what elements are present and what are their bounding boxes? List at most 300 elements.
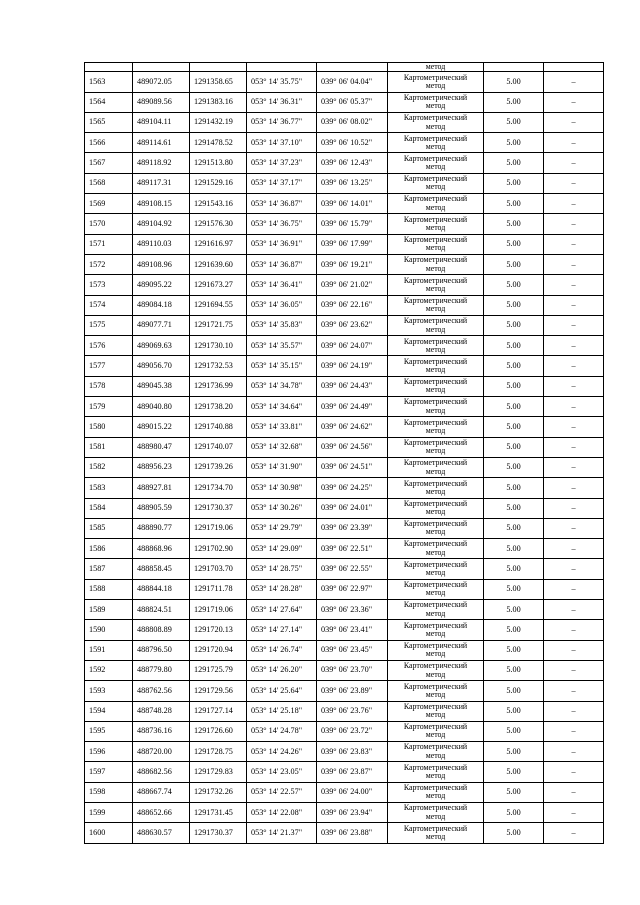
longitude-cell: 039° 06' 24.43": [317, 376, 388, 396]
longitude-cell: 039° 06' 23.41": [317, 620, 388, 640]
x-coordinate-cell: 488736.16: [133, 721, 190, 741]
latitude-cell: 053° 14' 26.20": [247, 660, 317, 680]
y-coordinate-cell: 1291725.79: [190, 660, 247, 680]
method-cell: [388, 782, 484, 802]
point-number-cell: 1569: [85, 194, 133, 214]
point-number-cell: 1566: [85, 133, 133, 153]
method-line-2: метод: [425, 689, 446, 699]
method-cell: [388, 397, 484, 417]
method-cell: [388, 498, 484, 518]
table-row: [85, 457, 604, 477]
method-line-1: Картометрический: [403, 153, 468, 163]
method-cell: [388, 234, 484, 254]
method-line-2: метод: [425, 121, 446, 131]
longitude-cell: 039° 06' 23.70": [317, 660, 388, 680]
table-row: [85, 498, 604, 518]
latitude-cell: 053° 14' 36.05": [247, 295, 317, 315]
method-line-2: метод: [425, 101, 446, 111]
note-cell: –: [544, 194, 604, 214]
point-number-cell: 1587: [85, 559, 133, 579]
longitude-cell: 039° 06' 23.87": [317, 762, 388, 782]
note-cell: –: [544, 133, 604, 153]
accuracy-cell: 5.00: [484, 518, 544, 538]
latitude-cell: 053° 14' 25.64": [247, 681, 317, 701]
x-coordinate-cell: 489077.71: [133, 315, 190, 335]
y-coordinate-cell: 1291694.55: [190, 295, 247, 315]
table-row: [85, 214, 604, 234]
y-coordinate-cell: 1291432.19: [190, 112, 247, 132]
method-cell: [388, 315, 484, 335]
accuracy-cell: 5.00: [484, 275, 544, 295]
method-line-2: метод: [425, 791, 446, 801]
longitude-cell: 039° 06' 24.56": [317, 437, 388, 457]
latitude-cell: 053° 14' 28.75": [247, 559, 317, 579]
latitude-cell: 053° 14' 22.57": [247, 782, 317, 802]
x-coordinate-cell: 488868.96: [133, 539, 190, 559]
table-row: [85, 92, 604, 112]
note-cell: –: [544, 559, 604, 579]
method-line-1: Картометрический: [403, 397, 468, 407]
method-line-1: Картометрический: [403, 255, 468, 265]
method-line-1: Картометрический: [403, 519, 468, 529]
table-row: [85, 173, 604, 193]
longitude-cell: 039° 06' 24.01": [317, 498, 388, 518]
method-line-2: метод: [425, 202, 446, 212]
point-number-cell: 1576: [85, 336, 133, 356]
longitude-cell: 039° 06' 22.51": [317, 539, 388, 559]
table-row: [85, 802, 604, 822]
accuracy-cell: 5.00: [484, 194, 544, 214]
accuracy-cell: 5.00: [484, 457, 544, 477]
longitude-cell: 039° 06' 17.99": [317, 234, 388, 254]
method-line-1: Картометрический: [403, 742, 468, 752]
x-coordinate-cell: 489089.56: [133, 92, 190, 112]
y-coordinate-cell: 1291727.14: [190, 701, 247, 721]
method-cell: [388, 214, 484, 234]
note-cell: –: [544, 823, 604, 843]
method-line-2: метод: [425, 588, 446, 598]
note-cell: –: [544, 782, 604, 802]
note-cell: –: [544, 498, 604, 518]
method-cell: [388, 539, 484, 559]
note-cell: –: [544, 600, 604, 620]
note-cell: –: [544, 356, 604, 376]
method-line-1: Картометрический: [403, 701, 468, 711]
point-number-cell: 1568: [85, 173, 133, 193]
y-coordinate-cell: 1291616.97: [190, 234, 247, 254]
x-coordinate-cell: 488667.74: [133, 782, 190, 802]
method-line-1: Картометрический: [403, 559, 468, 569]
point-number-cell: 1585: [85, 518, 133, 538]
table-row: [85, 254, 604, 274]
accuracy-cell: 5.00: [484, 397, 544, 417]
latitude-cell: 053° 14' 31.90": [247, 457, 317, 477]
table-row: [85, 295, 604, 315]
point-number-cell: 1590: [85, 620, 133, 640]
x-coordinate-cell: 489108.96: [133, 254, 190, 274]
longitude-cell: 039° 06' 24.25": [317, 478, 388, 498]
method-cell: [388, 133, 484, 153]
y-coordinate-cell: 1291478.52: [190, 133, 247, 153]
method-cell: [388, 802, 484, 822]
x-coordinate-cell: 488824.51: [133, 600, 190, 620]
method-cell: [388, 620, 484, 640]
x-coordinate-cell: 488748.28: [133, 701, 190, 721]
accuracy-cell: 5.00: [484, 234, 544, 254]
note-cell: –: [544, 173, 604, 193]
latitude-cell: 053° 14' 34.78": [247, 376, 317, 396]
method-line-1: Картометрический: [403, 316, 468, 326]
latitude-cell: 053° 14' 37.10": [247, 133, 317, 153]
x-coordinate-cell: 488844.18: [133, 579, 190, 599]
method-line-1: Картометрический: [403, 417, 468, 427]
note-cell: –: [544, 640, 604, 660]
method-line-1: Картометрический: [403, 580, 468, 590]
table-row: [85, 397, 604, 417]
longitude-cell: 039° 06' 10.52": [317, 133, 388, 153]
y-coordinate-cell: 1291711.78: [190, 579, 247, 599]
y-coordinate-cell: 1291738.20: [190, 397, 247, 417]
latitude-cell: 053° 14' 36.41": [247, 275, 317, 295]
method-cell: [388, 173, 484, 193]
note-cell: –: [544, 579, 604, 599]
method-cell: [388, 112, 484, 132]
longitude-cell: 039° 06' 23.39": [317, 518, 388, 538]
method-line-1: Картометрический: [403, 762, 468, 772]
method-line-2: метод: [425, 344, 446, 354]
longitude-cell: 039° 06' 15.79": [317, 214, 388, 234]
point-number-cell: 1580: [85, 417, 133, 437]
latitude-cell: 053° 14' 27.14": [247, 620, 317, 640]
longitude-cell: 039° 06' 05.37": [317, 92, 388, 112]
y-coordinate-cell: 1291736.99: [190, 376, 247, 396]
table-body: [85, 63, 604, 844]
table-row: [85, 315, 604, 335]
y-coordinate-cell: 1291719.06: [190, 600, 247, 620]
note-cell: –: [544, 153, 604, 173]
method-line-2: метод: [425, 446, 446, 456]
x-coordinate-cell: 488796.50: [133, 640, 190, 660]
table-row: [85, 478, 604, 498]
point-number-cell: 1599: [85, 802, 133, 822]
point-number-cell: 1598: [85, 782, 133, 802]
accuracy-cell: 5.00: [484, 437, 544, 457]
point-number-cell: 1594: [85, 701, 133, 721]
accuracy-cell: 5.00: [484, 112, 544, 132]
y-coordinate-cell: 1291726.60: [190, 721, 247, 741]
y-coordinate-cell: 1291358.65: [190, 72, 247, 92]
continued-row: [85, 63, 604, 72]
longitude-cell: 039° 06' 24.07": [317, 336, 388, 356]
longitude-cell: 039° 06' 23.62": [317, 315, 388, 335]
latitude-cell: 053° 14' 36.87": [247, 194, 317, 214]
point-number-cell: 1588: [85, 579, 133, 599]
x-coordinate-cell: 489117.31: [133, 173, 190, 193]
longitude-cell: 039° 06' 23.83": [317, 742, 388, 762]
note-cell: –: [544, 275, 604, 295]
method-line-1: Картометрический: [403, 214, 468, 224]
method-line-1: Картометрический: [403, 600, 468, 610]
point-number-cell: 1579: [85, 397, 133, 417]
note-cell: –: [544, 254, 604, 274]
method-line-2: метод: [425, 324, 446, 334]
accuracy-cell: 5.00: [484, 214, 544, 234]
method-cell: [388, 518, 484, 538]
note-cell: –: [544, 376, 604, 396]
note-cell: –: [544, 742, 604, 762]
method-cell: [388, 194, 484, 214]
method-cell: [388, 640, 484, 660]
latitude-cell: 053° 14' 30.26": [247, 498, 317, 518]
latitude-cell: 053° 14' 23.05": [247, 762, 317, 782]
latitude-cell: 053° 14' 34.64": [247, 397, 317, 417]
method-line-2: метод: [425, 466, 446, 476]
point-number-cell: 1586: [85, 539, 133, 559]
method-line-1: Картометрический: [403, 356, 468, 366]
longitude-cell: 039° 06' 24.62": [317, 417, 388, 437]
accuracy-cell: 5.00: [484, 681, 544, 701]
point-number-cell: 1591: [85, 640, 133, 660]
table-row: [85, 762, 604, 782]
method-line-2: метод: [425, 730, 446, 740]
accuracy-cell: 5.00: [484, 660, 544, 680]
note-cell: –: [544, 701, 604, 721]
method-cell: [388, 72, 484, 92]
longitude-cell: 039° 06' 08.02": [317, 112, 388, 132]
y-coordinate-cell: 1291731.45: [190, 802, 247, 822]
x-coordinate-cell: 488905.59: [133, 498, 190, 518]
y-coordinate-cell: 1291730.10: [190, 336, 247, 356]
x-coordinate-cell: 489108.15: [133, 194, 190, 214]
accuracy-cell: 5.00: [484, 559, 544, 579]
accuracy-cell: 5.00: [484, 72, 544, 92]
table-row: [85, 539, 604, 559]
note-cell: –: [544, 92, 604, 112]
x-coordinate-cell: 489084.18: [133, 295, 190, 315]
point-number-cell: 1571: [85, 234, 133, 254]
method-line-2: метод: [425, 750, 446, 760]
method-line-2: метод: [425, 365, 446, 375]
latitude-cell: 053° 14' 27.64": [247, 600, 317, 620]
method-line-2: метод: [425, 649, 446, 659]
method-line-1: Картометрический: [403, 478, 468, 488]
y-coordinate-cell: 1291740.07: [190, 437, 247, 457]
accuracy-cell: 5.00: [484, 620, 544, 640]
longitude-cell: 039° 06' 23.89": [317, 681, 388, 701]
accuracy-cell: 5.00: [484, 315, 544, 335]
x-coordinate-cell: 488682.56: [133, 762, 190, 782]
method-line-2: метод: [425, 162, 446, 172]
table-row: [85, 518, 604, 538]
x-coordinate-cell: 489114.61: [133, 133, 190, 153]
table-row: [85, 72, 604, 92]
latitude-cell: 053° 14' 36.91": [247, 234, 317, 254]
method-line-2: метод: [425, 425, 446, 435]
accuracy-cell: 5.00: [484, 701, 544, 721]
latitude-cell: 053° 14' 30.98": [247, 478, 317, 498]
note-cell: –: [544, 539, 604, 559]
y-coordinate-cell: 1291719.06: [190, 518, 247, 538]
table-row: [85, 681, 604, 701]
method-line-2: метод: [425, 182, 446, 192]
method-line-2: метод: [425, 568, 446, 578]
method-line-1: Картометрический: [403, 437, 468, 447]
method-line-1: Картометрический: [403, 823, 468, 833]
point-number-cell: 1600: [85, 823, 133, 843]
note-cell: –: [544, 762, 604, 782]
accuracy-cell: 5.00: [484, 640, 544, 660]
longitude-cell: 039° 06' 23.45": [317, 640, 388, 660]
point-number-cell: 1597: [85, 762, 133, 782]
method-line-2: метод: [425, 223, 446, 233]
table-row: [85, 721, 604, 741]
method-line-1: Картометрический: [403, 377, 468, 387]
method-cell: [388, 254, 484, 274]
note-cell: –: [544, 397, 604, 417]
accuracy-cell: 5.00: [484, 802, 544, 822]
x-coordinate-cell: 488808.89: [133, 620, 190, 640]
longitude-cell: 039° 06' 22.97": [317, 579, 388, 599]
method-line-1: Картометрический: [403, 275, 468, 285]
y-coordinate-cell: 1291729.56: [190, 681, 247, 701]
method-line-2: метод: [425, 486, 446, 496]
longitude-cell: 039° 06' 23.36": [317, 600, 388, 620]
note-cell: –: [544, 721, 604, 741]
method-cell: [388, 275, 484, 295]
method-cell: [388, 457, 484, 477]
longitude-cell: 039° 06' 13.25": [317, 173, 388, 193]
method-cell: [388, 600, 484, 620]
note-cell: –: [544, 802, 604, 822]
method-line-2: метод: [425, 527, 446, 537]
point-number-cell: 1582: [85, 457, 133, 477]
method-line-1: Картометрический: [403, 640, 468, 650]
accuracy-cell: 5.00: [484, 173, 544, 193]
accuracy-cell: 5.00: [484, 133, 544, 153]
x-coordinate-cell: 488858.45: [133, 559, 190, 579]
method-cell: [388, 376, 484, 396]
point-number-cell: 1595: [85, 721, 133, 741]
table-row: [85, 417, 604, 437]
latitude-cell: 053° 14' 24.26": [247, 742, 317, 762]
latitude-cell: 053° 14' 26.74": [247, 640, 317, 660]
note-cell: –: [544, 417, 604, 437]
table-row: [85, 112, 604, 132]
method-line-2: метод: [425, 710, 446, 720]
longitude-cell: 039° 06' 23.94": [317, 802, 388, 822]
table-row: [85, 600, 604, 620]
latitude-cell: 053° 14' 35.75": [247, 72, 317, 92]
longitude-cell: 039° 06' 22.55": [317, 559, 388, 579]
accuracy-cell: 5.00: [484, 336, 544, 356]
longitude-cell: 039° 06' 24.49": [317, 397, 388, 417]
latitude-cell: 053° 14' 25.18": [247, 701, 317, 721]
latitude-cell: 053° 14' 36.31": [247, 92, 317, 112]
y-coordinate-cell: 1291732.53: [190, 356, 247, 376]
method-line-2: метод: [425, 669, 446, 679]
coordinates-table: [84, 62, 604, 844]
method-cell: [388, 579, 484, 599]
method-line-1: Картометрический: [403, 235, 468, 245]
longitude-cell: 039° 06' 24.00": [317, 782, 388, 802]
longitude-cell: 039° 06' 21.02": [317, 275, 388, 295]
accuracy-cell: 5.00: [484, 153, 544, 173]
accuracy-cell: 5.00: [484, 254, 544, 274]
longitude-cell: 039° 06' 23.76": [317, 701, 388, 721]
method-line-1: Картометрический: [403, 722, 468, 732]
method-cell: [388, 701, 484, 721]
method-cell: [388, 92, 484, 112]
latitude-cell: 053° 14' 35.15": [247, 356, 317, 376]
method-line-2: метод: [425, 771, 446, 781]
y-coordinate-cell: 1291673.27: [190, 275, 247, 295]
longitude-cell: 039° 06' 04.04": [317, 72, 388, 92]
y-coordinate-cell: 1291729.83: [190, 762, 247, 782]
note-cell: –: [544, 478, 604, 498]
x-coordinate-cell: 488652.66: [133, 802, 190, 822]
table-row: [85, 559, 604, 579]
accuracy-cell: 5.00: [484, 295, 544, 315]
method-cell: [388, 478, 484, 498]
x-coordinate-cell: 489015.22: [133, 417, 190, 437]
point-number-cell: 1567: [85, 153, 133, 173]
note-cell: –: [544, 112, 604, 132]
method-line-1: Картометрический: [403, 661, 468, 671]
y-coordinate-cell: 1291734.70: [190, 478, 247, 498]
y-coordinate-cell: 1291721.75: [190, 315, 247, 335]
method-line-1: Картометрический: [403, 336, 468, 346]
method-line-1: Картометрический: [403, 803, 468, 813]
x-coordinate-cell: 489069.63: [133, 336, 190, 356]
latitude-cell: 053° 14' 36.75": [247, 214, 317, 234]
method-line-1: Картометрический: [403, 620, 468, 630]
method-line-2: метод: [425, 243, 446, 253]
table-row: [85, 356, 604, 376]
latitude-cell: 053° 14' 37.23": [247, 153, 317, 173]
table-row: [85, 640, 604, 660]
accuracy-cell: 5.00: [484, 600, 544, 620]
table-row: [85, 275, 604, 295]
longitude-cell: 039° 06' 22.16": [317, 295, 388, 315]
accuracy-cell: 5.00: [484, 721, 544, 741]
accuracy-cell: 5.00: [484, 478, 544, 498]
x-coordinate-cell: 488779.80: [133, 660, 190, 680]
point-number-cell: 1575: [85, 315, 133, 335]
y-coordinate-cell: 1291702.90: [190, 539, 247, 559]
method-line-2: метод: [425, 141, 446, 151]
longitude-cell: 039° 06' 23.88": [317, 823, 388, 843]
method-cell: [388, 823, 484, 843]
y-coordinate-cell: 1291732.26: [190, 782, 247, 802]
accuracy-cell: 5.00: [484, 782, 544, 802]
point-number-cell: 1596: [85, 742, 133, 762]
accuracy-cell: 5.00: [484, 823, 544, 843]
method-line-1: Картометрический: [403, 295, 468, 305]
accuracy-cell: 5.00: [484, 762, 544, 782]
table-row: [85, 194, 604, 214]
x-coordinate-cell: 488956.23: [133, 457, 190, 477]
x-coordinate-cell: 489072.05: [133, 72, 190, 92]
method-line-2: метод: [425, 831, 446, 841]
method-cell: [388, 721, 484, 741]
point-number-cell: 1583: [85, 478, 133, 498]
point-number-cell: 1570: [85, 214, 133, 234]
note-cell: –: [544, 315, 604, 335]
note-cell: –: [544, 437, 604, 457]
method-line-2: метод: [425, 507, 446, 517]
method-cell: [388, 356, 484, 376]
longitude-cell: 039° 06' 23.72": [317, 721, 388, 741]
